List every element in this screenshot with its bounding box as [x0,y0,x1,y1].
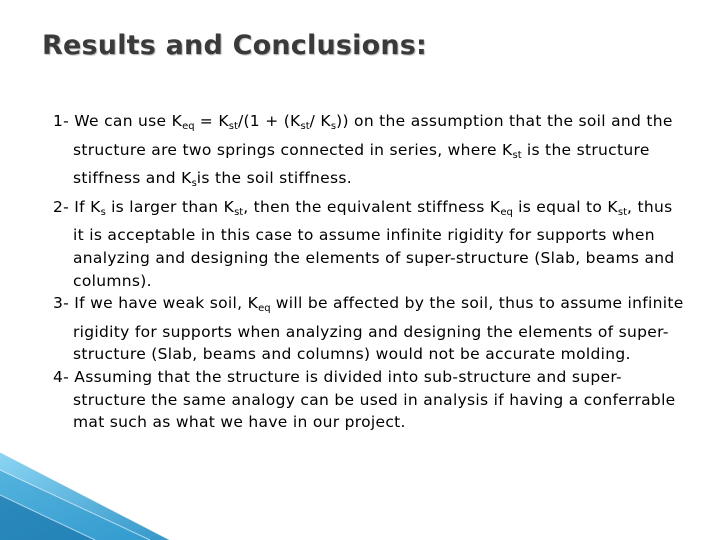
item-number: 1- [53,112,75,130]
subscript: eq [500,206,513,218]
item-text: = K [194,112,229,130]
subscript: eq [182,121,195,132]
subscript: s [100,206,106,218]
subscript: eq [258,303,271,315]
item-text: is the structure stiffness and K [73,140,650,188]
item-text: )) on the assumption that the soil and the structure are two springs connected in series, where K [73,112,673,159]
item-text: is larger than K [105,197,235,216]
subscript: s [191,178,197,190]
item-number: 2- [53,197,75,216]
subscript: st [228,121,238,132]
item-text: is the soil stiffness. [196,169,352,188]
subscript: st [617,206,628,218]
conclusions-list [53,110,685,434]
item-text: We can use K [74,112,183,130]
subscript: s [330,121,337,132]
item-text: is equal to K [512,197,618,216]
item-text: will be affected by the soil, thus to assume infinite rigidity for supports when analyzing and designing the elements of super-structure (Slab, beams and columns) would not be accurate molding. [73,294,684,364]
list-item [53,110,685,196]
subscript: st [512,149,522,161]
item-text: If K [74,197,101,216]
item-text: If we have weak soil, K [74,294,259,313]
list-item [53,292,685,366]
item-text: / K [309,112,331,130]
slide-title: Results and Conclusions: [42,30,428,61]
item-number: 3- [53,294,75,313]
item-text: Assuming that the structure is divided into sub-structure and super-structure the same analogy can be used in analysis if having a conferrable mat such as what we have in our project. [73,367,676,432]
item-text: , thus it is acceptable in this case to assume infinite rigidity for supports when analyzing and designing the elements of super-structure (Slab, beams and columns). [73,197,675,290]
list-item [53,196,685,292]
subscript: st [300,121,310,132]
item-text: /(1 + (K [237,112,301,130]
item-text: , then the equivalent stiffness K [243,197,501,216]
list-item [53,366,685,434]
subscript: st [234,206,244,218]
item-number: 4- [53,367,75,386]
